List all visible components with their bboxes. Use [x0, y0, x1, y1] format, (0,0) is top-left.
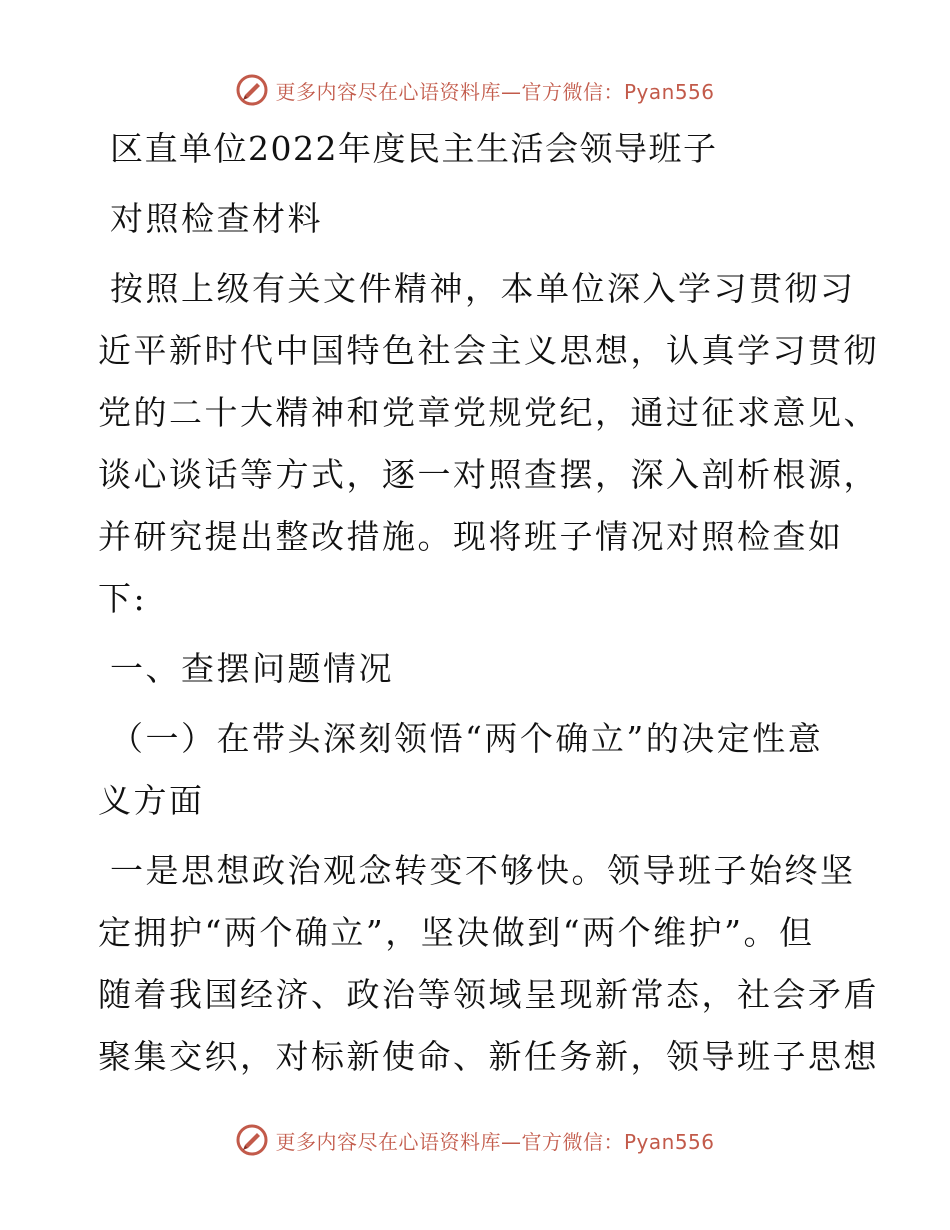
watermark-logo-icon — [235, 73, 269, 107]
document-title-line-2: 对照检查材料 — [110, 199, 323, 238]
paragraph-line: 党的二十大精神和党章党规党纪，通过征求意见、 — [98, 393, 879, 432]
watermark-handle: Pyan556 — [623, 1129, 715, 1154]
watermark-top — [0, 70, 950, 110]
paragraph-line: 按照上级有关文件精神，本单位深入学习贯彻习 — [110, 269, 856, 308]
paragraph-line: 近平新时代中国特色社会主义思想，认真学习贯彻 — [98, 331, 879, 370]
watermark-text: 更多内容尽在心语资料库—官方微信：Pyan556 — [275, 79, 715, 104]
watermark-text: 更多内容尽在心语资料库—官方微信：Pyan556 — [275, 1129, 715, 1154]
document-title-line-1: 区直单位2022年度民主生活会领导班子 — [110, 129, 718, 168]
watermark-bottom — [0, 1120, 950, 1160]
intro-paragraph — [98, 258, 879, 630]
subsection-heading-line: （一）在带头深刻领悟“两个确立”的决定性意 — [110, 719, 824, 758]
paragraph-line: 聚集交织，对标新使命、新任务新，领导班子思想 — [98, 1037, 879, 1076]
watermark-logo-icon — [235, 1123, 269, 1157]
watermark-handle: Pyan556 — [623, 79, 715, 104]
paragraph-line: 随着我国经济、政治等领域呈现新常态，社会矛盾 — [98, 975, 879, 1014]
document-body — [98, 118, 879, 1088]
paragraph-line: 定拥护“两个确立”，坚决做到“两个维护”。但 — [98, 913, 815, 952]
subsection-heading — [98, 708, 858, 832]
paragraph-line: 一是思想政治观念转变不够快。领导班子始终坚 — [110, 851, 856, 890]
paragraph-line: 谈心谈话等方式，逐一对照查摆，深入剖析根源， — [98, 455, 879, 494]
subsection-heading-line: 义方面 — [98, 781, 205, 820]
paragraph-line: 下: — [98, 579, 148, 618]
paragraph-line: 并研究提出整改措施。现将班子情况对照检查如 — [98, 517, 844, 556]
section-heading: 一、查摆问题情况 — [110, 649, 394, 688]
body-paragraph — [98, 840, 879, 1088]
